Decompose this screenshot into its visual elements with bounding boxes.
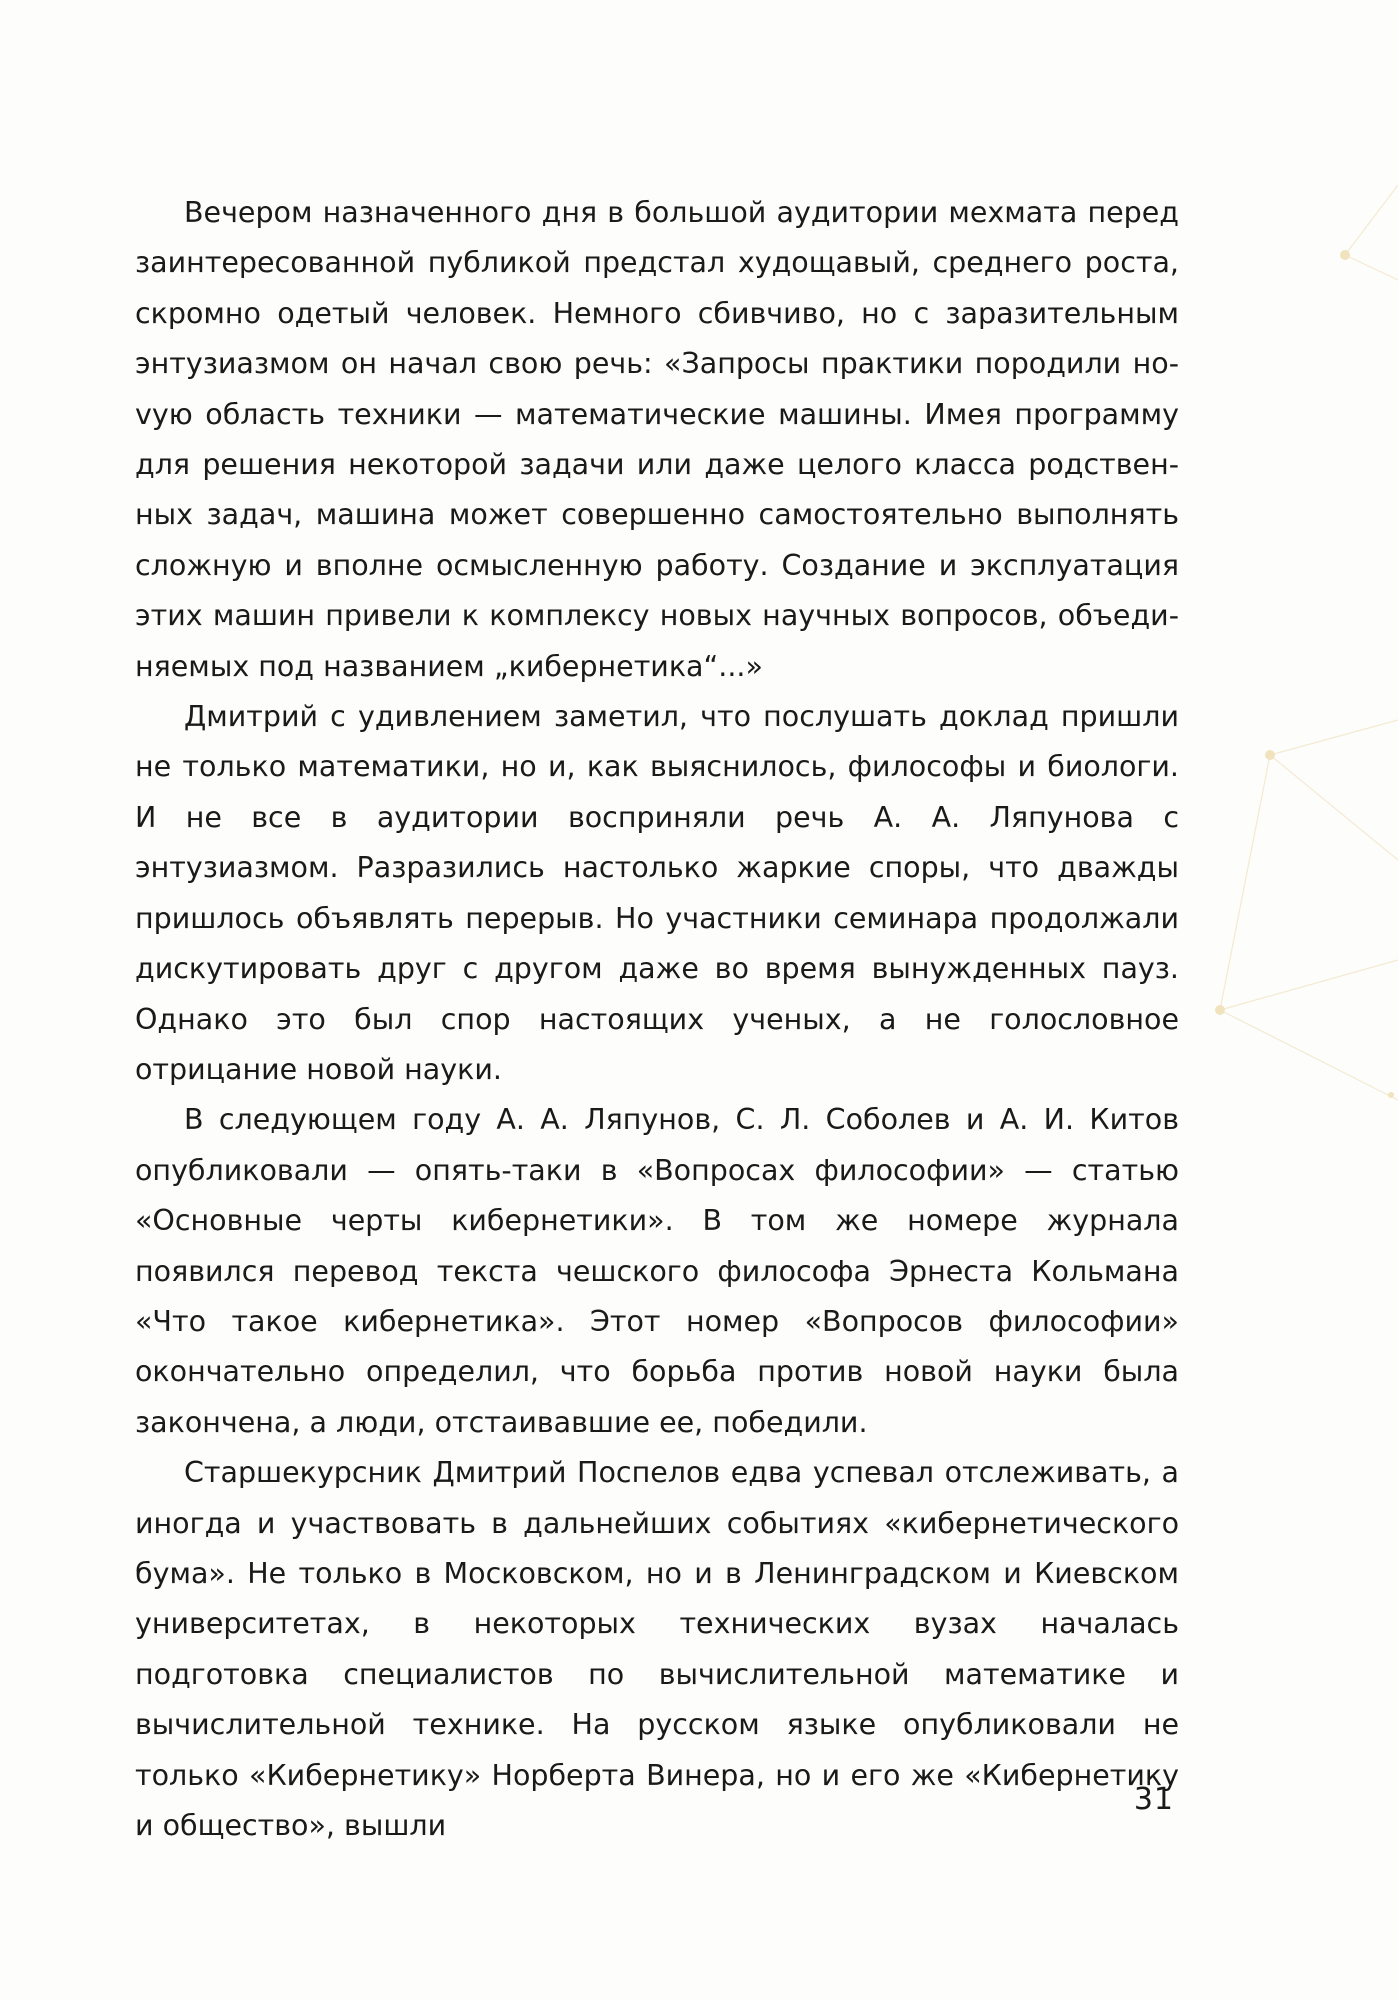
decor-dot — [1340, 250, 1350, 260]
decor-dot — [1388, 1092, 1394, 1098]
decor-dot — [1265, 750, 1275, 760]
decor-dot — [1215, 1005, 1225, 1015]
paragraph-1: Вечером назначенного дня в большой аудитории мехмата перед заинтересованной публикой предстал худощавый, среднего роста, скромно одетый человек. Немного сбивчиво, но с заразительным энтузиазмом он начал свою речь: «Запросы практики породили ноvую область техники — математические машины. Имея программу для решения некоторой задачи или даже целого класса родственных задач, машина может совершенно самостоятельно выполнять сложную и вполне осмысленную работу. Создание и эксплуатация этих машин привели к комплексу новых научных вопросов, объединяемых под названием „кибернетика“...» — [135, 196, 1179, 683]
paragraph-2: Дмитрий с удивлением заметил, что послушать доклад пришли не только математики, но и, как выяснилось, философы и биологи. И не все в аудитории восприняли речь А. А. Ляпунова с энтузиазмом. Разразились настолько жаркие споры, что дважды пришлось объявлять перерыв. Но участники семинара продолжали дискутировать друг с другом даже во время вынужденных пауз. Однако это был спор настоящих ученых, а не голословное отрицание новой науки. — [135, 700, 1179, 1086]
paragraph-3: В следующем году А. А. Ляпунов, С. Л. Соболев и А. И. Китов опубликовали — опять-таки в «Вопросах философии» — статью «Основные черты кибернетики». В том же номере журнала появился перевод текста чешского философа Эрнеста Кольмана «Что такое кибернетика». Этот номер «Вопросов философии» окончательно определил, что борьба против новой науки была закончена, а люди, отстаивавшие ее, победили. — [135, 1103, 1179, 1439]
body-text — [135, 188, 1179, 1851]
page-number: 31 — [1133, 1782, 1174, 1817]
paragraph-4: Старшекурсник Дмитрий Поспелов едва успевал отслеживать, а иногда и участвовать в дальнейших событиях «кибернетического бума». Не только в Московском, но и в Ленинградском и Киевском университетах, в некоторых технических вузах началась подготовка специалистов по вычислительной математике и вычислительной технике. На русском языке опубликовали не только «Кибернетику» Норберта Винера, но и его же «Кибернетику и общество», вышли — [135, 1456, 1179, 1842]
